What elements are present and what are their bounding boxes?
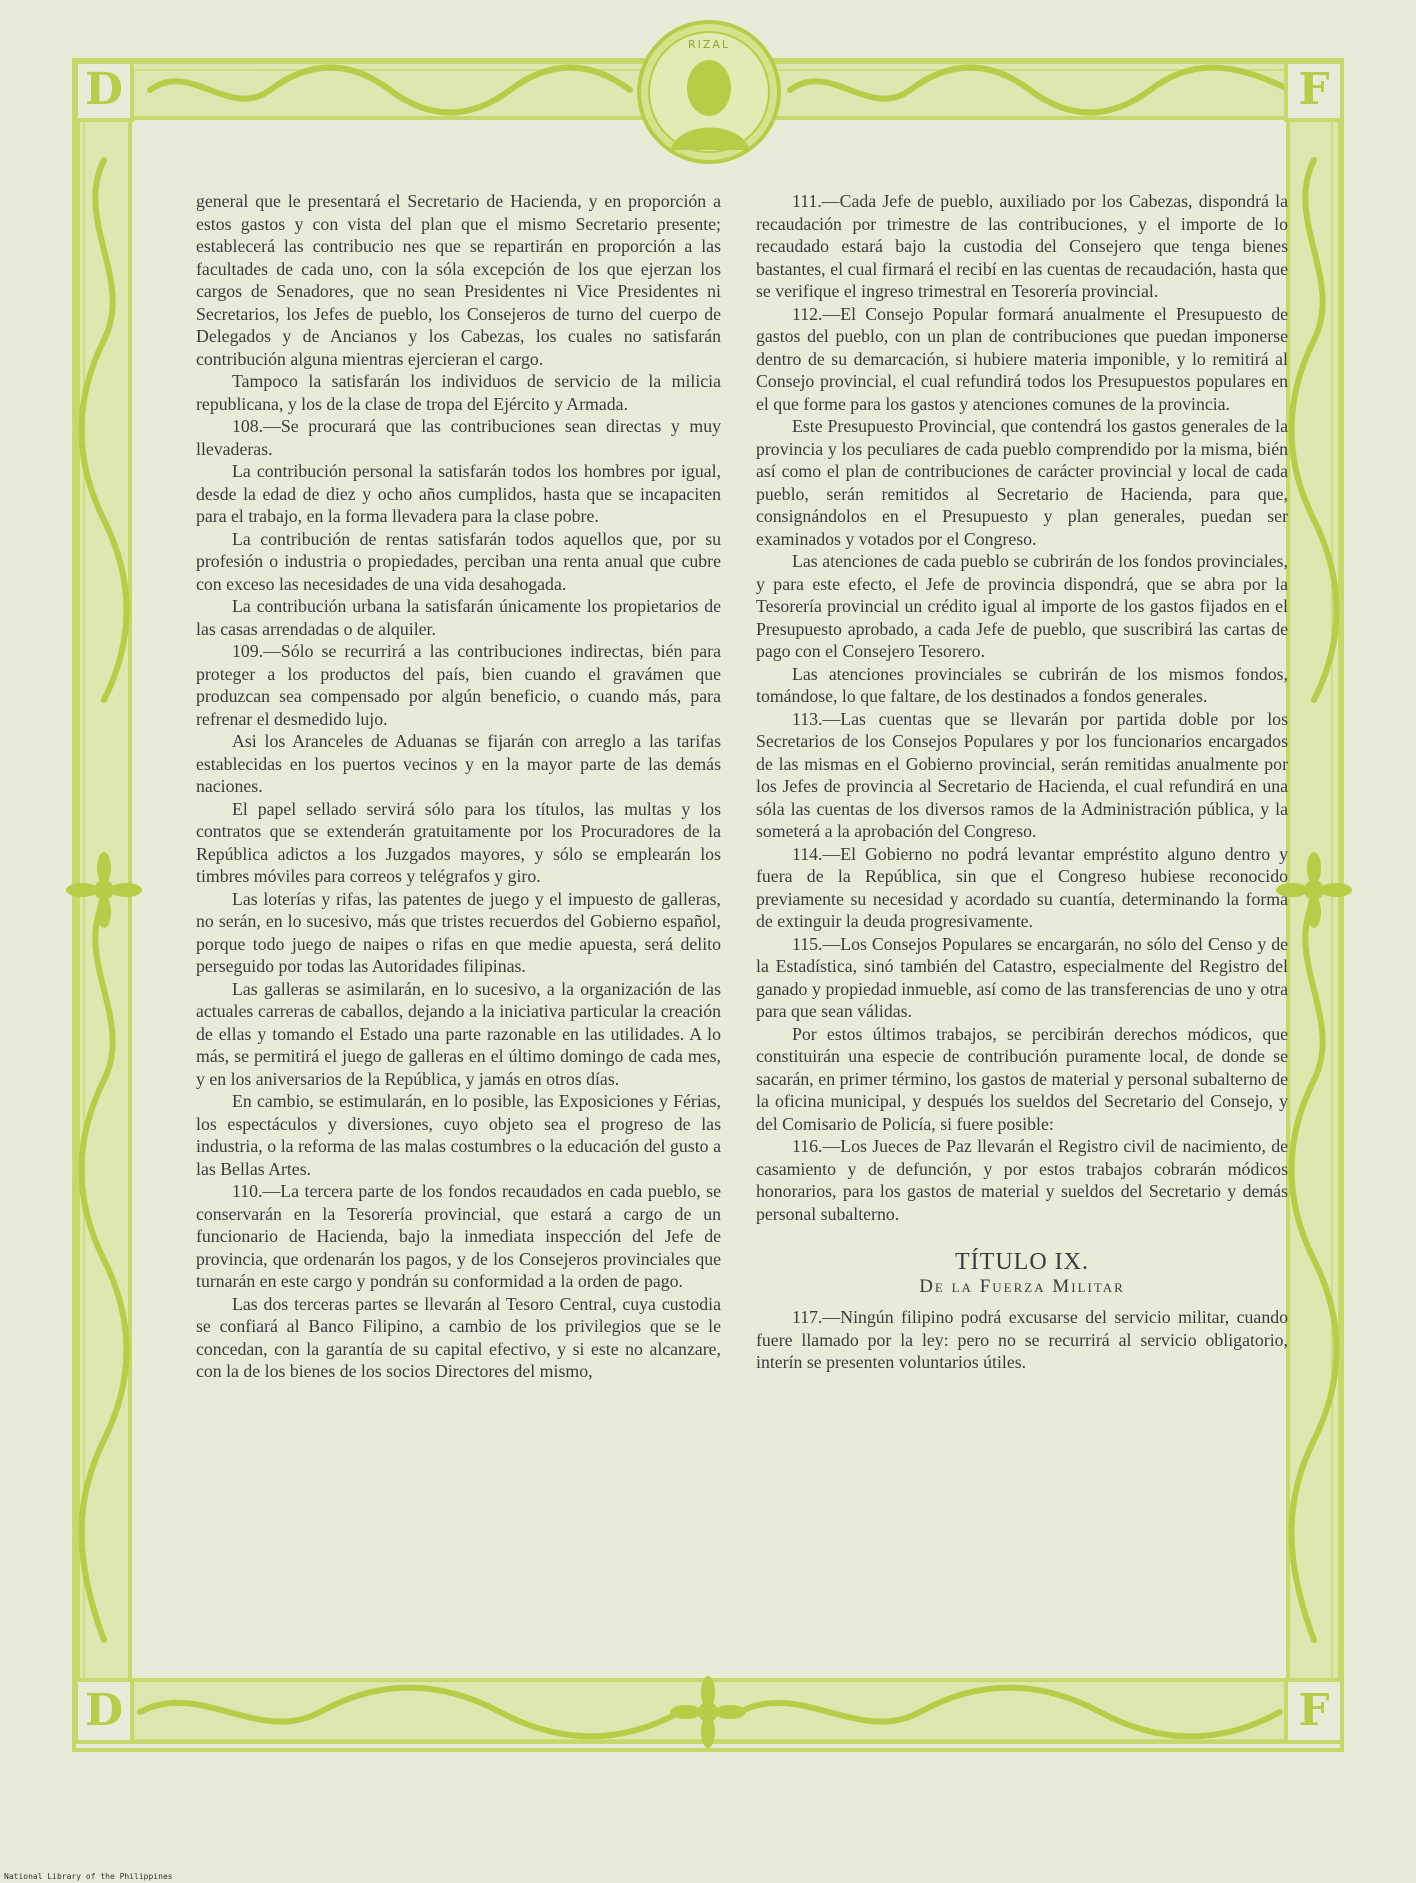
paragraph: En cambio, se estimularán, en lo posible, las Exposiciones y Férias, los espectáculos y diversiones, cuyo objeto sea el progreso de las industria, o la reforma de las malas costumbres o la educación del gusto a las Bellas Artes.	[196, 1091, 721, 1179]
paragraph: 109.—Sólo se recurrirá a las contribuciones indirectas, bién para proteger a los productos del país, bien cuando el gravámen que produzcan sea compensado por algún beneficio, o cuando más, para refrenar el desmedido lujo.	[196, 641, 721, 729]
paragraph: La contribución urbana la satisfarán únicamente los propietarios de las casas arrendadas o de alquiler.	[196, 596, 721, 639]
paragraph: La contribución de rentas satisfarán todos aquellos que, por su profesión o industria o propiedades, perciban una renta anual que cubre con exceso las necesidades de una vida desahogada.	[196, 528, 721, 594]
paragraph: 117.—Ningún filipino podrá excusarse del servicio militar, cuando fuere llamado por la ley: pero no se recurrirá al servicio obligatorio, interín se presenten voluntarios útiles.	[756, 1307, 1288, 1372]
left-text-column	[196, 190, 721, 1383]
corner-letter-top-left: D	[84, 64, 124, 115]
paragraph: Por estos últimos trabajos, se percibirán derechos módicos, que constituirán una especie de contribución puramente local, de donde se sacarán, en primer término, los gastos de material y personal subalterno de la oficina municipal, y después los sueldos del Secretario del Consejo, y del Comisario de Policía, si fuere posible:	[756, 1023, 1288, 1134]
paragraph: Las atenciones de cada pueblo se cubrirán de los fondos provinciales, y para este efecto, el Jefe de provincia dispondrá, que se abra por la Tesorería provincial un crédito igual al importe de los gastos fijados en el Presupuesto aprobado, a cada Jefe de pueblo, que suscribirá las cartas de pago con el Consejero Tesorero.	[756, 551, 1288, 661]
section-title: TÍTULO IX.	[955, 1249, 1089, 1275]
corner-letter-bottom-right: F	[1298, 1685, 1330, 1736]
paragraph: Las galleras se asimilarán, en lo sucesivo, a la organización de las actuales carreras de caballos, dejando a la iniciativa particular la creación de ellas y tomando el Estado una parte razonable en las utilidades. A lo más, se permitirá el juego de galleras en el último domingo de cada mes, y en los aniversarios de la República, y jamás en otros días.	[196, 978, 721, 1089]
paragraph: Tampoco la satisfarán los individuos de servicio de la milicia republicana, y los de la clase de tropa del Ejército y Armada.	[196, 371, 721, 414]
corner-letter-bottom-left: D	[84, 1685, 124, 1736]
corner-letter-top-right: F	[1298, 64, 1330, 115]
medallion-label: RIZAL	[687, 38, 731, 51]
paragraph: 110.—La tercera parte de los fondos recaudados en cada pueblo, se conservarán en la Tesorería provincial, que estará a cargo de un funcionario de Hacienda, bajo la inmediata inspección del Jefe de provincia, que ordenarán los pagos, y de los Consejeros provinciales que turnarán en este cargo y pondrán su conformidad a la orden de pago.	[196, 1181, 721, 1291]
paragraph: general que le presentará el Secretario de Hacienda, y en proporción a estos gastos y con vista del plan que el mismo Secretario presente; establecerá las contribucio nes que se repartirán en proporción a las facultades de cada uno, con la sóla excepción de los que ejerzan los cargos de Senadores, que no sean Presidentes ni Vice Presidentes ni Secretarios, los Jefes de pueblo, los Consejeros de turno del cuerpo de Delegados y de Ancianos y los Cabezas, los cuales no satisfarán contribución alguna mientras ejercieran el cargo.	[196, 191, 721, 369]
paragraph: 116.—Los Jueces de Paz llevarán el Registro civil de nacimiento, de casamiento y de defunción, y por estos trabajos cobrarán módicos honorarios, para los gastos de material y sueldos del Secretario y demás personal subalterno.	[756, 1136, 1288, 1224]
paragraph: 108.—Se procurará que las contribuciones sean directas y muy llevaderas.	[196, 416, 721, 459]
right-text-column	[756, 190, 1288, 1374]
paragraph: 114.—El Gobierno no podrá levantar empréstito alguno dentro y fuera de la República, sin que el Congreso hubiese reconocido previamente su necesidad y acordado su cuantía, determinando la forma de extinguir la deuda progresivamente.	[756, 843, 1288, 931]
paragraph: La contribución personal la satisfarán todos los hombres por igual, desde la edad de diez y ocho años cumplidos, hasta que se incapaciten para el trabajo, en la forma llevadera para la clase pobre.	[196, 461, 721, 526]
library-credit: National Library of the Philippines	[4, 1872, 173, 1881]
paragraph: Las loterías y rifas, las patentes de juego y el impuesto de galleras, no serán, en lo sucesivo, más que tristes recuerdos del Gobierno español, porque todo juego de naipes o rifas en que medie apuesta, será delito perseguido por todas las Autoridades filipinas.	[196, 888, 721, 976]
paragraph: 113.—Las cuentas que se llevarán por partida doble por los Secretarios de los Consejos Populares y por los funcionarios encargados de las mismas en el Gobierno provincial, serán remitidas anualmente por los Jefes de provincia al Secretario de Hacienda, el cual refundirá en una sóla las cuentas de los diversos ramos de la Administración pública, y la someterá a la aprobación del Congreso.	[756, 708, 1288, 841]
paragraph: 111.—Cada Jefe de pueblo, auxiliado por los Cabezas, dispondrá la recaudación por trimestre de las contribuciones, y el importe de lo recaudado estará bajo la custodia del Consejero que tenga bienes bastantes, el cual firmará el recibí en las cuentas de recaudación, hasta que se verifique el ingreso trimestral en Tesorería provincial.	[756, 191, 1288, 301]
paragraph: Las atenciones provinciales se cubrirán de los mismos fondos, tomándose, lo que faltare, de los destinados a fondos generales.	[756, 663, 1288, 706]
paragraph: 115.—Los Consejos Populares se encargarán, no sólo del Censo y de la Estadística, sinó también del Catastro, especialmente del Registro del ganado y propiedad inmueble, así como de las transferencias de uno y otra para que sean válidas.	[756, 933, 1288, 1021]
paragraph: El papel sellado servirá sólo para los títulos, las multas y los contratos que se extenderán gratuitamente por los Procuradores de la República adictos a los Juzgados mayores, y sólo se emplearán los timbres móviles para correos y telégrafos y giro.	[196, 798, 721, 886]
paragraph: Asi los Aranceles de Aduanas se fijarán con arreglo a las tarifas establecidas en los puertos vecinos y en la mayor parte de las demás naciones.	[196, 731, 721, 796]
paragraph: Las dos terceras partes se llevarán al Tesoro Central, cuya custodia se confiará al Banco Filipino, a cambio de los privilegios que se le concedan, con la garantía de su capital efectivo, y si este no alcanzare, con la de los bienes de los socios Directores del mismo,	[196, 1293, 721, 1381]
paragraph: Este Presupuesto Provincial, que contendrá los gastos generales de la provincia y los peculiares de cada pueblo comprendido por la misma, bién así como el plan de contribuciones de carácter provincial y local de cada pueblo, serán remitidos al Secretario de Hacienda, para que, consignándolos en el Presupuesto y plan generales, puedan ser examinados y votados por el Congreso.	[756, 416, 1288, 549]
paragraph: 112.—El Consejo Popular formará anualmente el Presupuesto de gastos del pueblo, con un plan de contribuciones que puedan imponerse dentro de su demarcación, si hubiere materia imponible, y lo remitirá al Consejo provincial, el cual refundirá todos los Presupuestos populares en el que forme para los gastos y atenciones comunes de la provincia.	[756, 303, 1288, 414]
section-subtitle: De la Fuerza Militar	[919, 1275, 1125, 1297]
